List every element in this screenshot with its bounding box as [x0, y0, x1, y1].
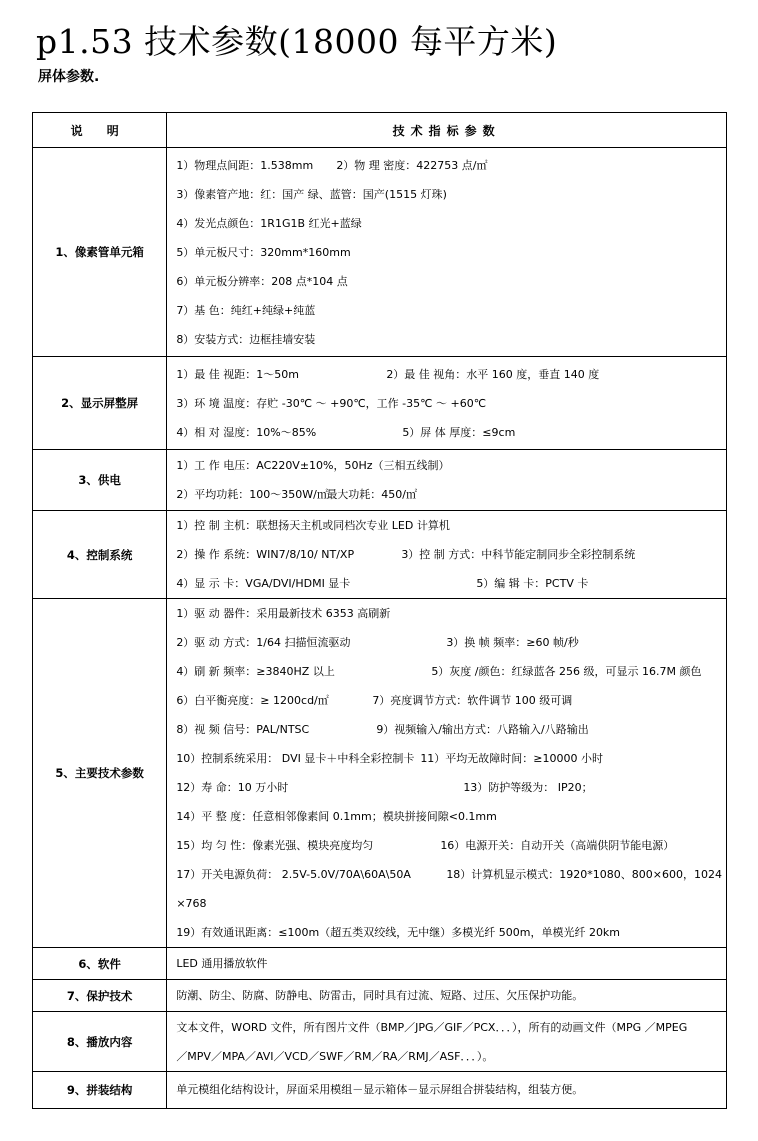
parameter-line	[176, 831, 722, 860]
section-name: 8、播放内容	[33, 1012, 167, 1072]
table-row	[33, 980, 727, 1012]
parameter-line	[176, 744, 722, 773]
parameter-line	[176, 860, 722, 889]
parameter-text: ／MPV／MPA／AVI／VCD／SWF／RM／RA／RMJ／ASF．．．）。	[176, 1049, 494, 1063]
parameter-text: 13）防护等级为： IP20；	[463, 781, 593, 794]
parameter-text: 10）控制系统采用： DVI 显卡＋中科全彩控制卡	[176, 752, 415, 765]
parameter-text: 11）平均无故障时间：≥10000 小时	[420, 752, 604, 765]
parameter-text: 最大功耗：450/㎡	[326, 488, 418, 501]
table-header-row	[33, 113, 727, 148]
table-row	[33, 599, 727, 948]
table-row	[33, 1012, 727, 1072]
section-parameters	[167, 148, 727, 357]
section-name: 3、供电	[33, 450, 167, 511]
parameter-line	[176, 418, 722, 447]
parameter-text: 5）编 辑 卡：PCTV 卡	[476, 577, 589, 590]
parameter-line	[176, 569, 722, 598]
spec-table-body	[33, 148, 727, 1109]
parameter-line	[176, 325, 722, 354]
parameter-line	[176, 1042, 722, 1071]
parameter-line	[176, 389, 722, 418]
parameter-text: 4）发光点颜色：1R1G1B 红光+蓝绿	[176, 216, 362, 230]
parameter-line	[176, 360, 722, 389]
parameter-text: 5）单元板尺寸：320mm*160mm	[176, 245, 351, 259]
section-parameters	[167, 357, 727, 450]
parameter-text: 1）驱 动 器件：采用最新技术 6353 高刷新	[176, 607, 391, 620]
parameter-line	[176, 267, 722, 296]
section-name: 2、显示屏整屏	[33, 357, 167, 450]
parameter-text: 14）平 整 度：任意相邻像素间 0.1mm；模块拼接间隙<0.1mm	[176, 810, 497, 823]
parameter-line	[176, 918, 722, 947]
spec-table	[32, 112, 727, 1109]
parameter-text: LED 通用播放软件	[176, 956, 268, 970]
parameter-text: 5）灰度 /颜色：红绿蓝各 256 级，可显示 16.7M 颜色	[431, 665, 702, 678]
section-name: 6、软件	[33, 948, 167, 980]
table-row	[33, 948, 727, 980]
parameter-text: 12）寿 命：10 万小时	[176, 781, 289, 794]
parameter-line	[176, 180, 722, 209]
parameter-text: 9）视频输入/输出方式：八路输入/八路输出	[376, 723, 589, 736]
parameter-text: 17）开关电源负荷： 2.5V-5.0V/70A\60A\50A	[176, 868, 411, 881]
parameter-text: 16）电源开关：自动开关（高端供阴节能电源）	[440, 839, 675, 852]
parameter-line	[176, 540, 722, 569]
parameter-line	[176, 715, 722, 744]
parameter-line	[176, 151, 722, 180]
section-parameters	[167, 1012, 727, 1072]
parameter-line	[176, 686, 722, 715]
parameter-line	[176, 983, 722, 1009]
parameter-text: 2）平均功耗：100～350W/㎡	[176, 488, 328, 501]
section-parameters	[167, 450, 727, 511]
parameter-text: 7）基 色：纯红+纯绿+纯蓝	[176, 303, 316, 317]
parameter-line	[176, 802, 722, 831]
header-col-description: 说 明	[33, 113, 167, 148]
parameter-text: 6）白平衡亮度：≥ 1200cd/㎡	[176, 694, 329, 707]
parameter-line	[176, 889, 722, 918]
parameter-line	[176, 1077, 722, 1103]
section-parameters	[167, 1072, 727, 1109]
parameter-text: 1）控 制 主机：联想扬天主机或同档次专业 LED 计算机	[176, 519, 450, 532]
table-row	[33, 1072, 727, 1109]
section-name: 1、像素管单元箱	[33, 148, 167, 357]
section-name: 4、控制系统	[33, 511, 167, 599]
parameter-line	[176, 511, 722, 540]
parameter-line	[176, 238, 722, 267]
parameter-text: 6）单元板分辨率：208 点*104 点	[176, 274, 348, 288]
page-subtitle: 屏体参数.	[38, 69, 100, 85]
parameter-line	[176, 296, 722, 325]
parameter-text: 5）屏 体 厚度：≤9cm	[402, 425, 516, 439]
parameter-line	[176, 209, 722, 238]
parameter-text: 1）工 作 电压：AC220V±10%，50Hz（三相五线制）	[176, 459, 450, 472]
parameter-line	[176, 951, 722, 977]
section-name: 5、主要技术参数	[33, 599, 167, 948]
section-parameters	[167, 948, 727, 980]
header-col-parameters: 技术指标参数	[167, 113, 727, 148]
parameter-text: 2）驱 动 方式：1/64 扫描恒流驱动	[176, 636, 351, 649]
section-name: 7、保护技术	[33, 980, 167, 1012]
parameter-text: ×768	[176, 897, 207, 910]
parameter-text: 2）物 理 密度：422753 点/㎡	[336, 158, 488, 172]
table-row	[33, 357, 727, 450]
parameter-line	[176, 1013, 722, 1042]
parameter-text: 18）计算机显示模式：1920*1080、800×600，1024	[446, 868, 722, 881]
parameter-text: 8）安装方式：边框挂墙安装	[176, 332, 316, 346]
section-parameters	[167, 511, 727, 599]
parameter-text: 15）均 匀 性：像素光强、模块亮度均匀	[176, 839, 374, 852]
parameter-text: 文本文件，WORD 文件，所有图片文件（BMP／JPG／GIF／PCX．．．），所有的动画文件（MPG ／MPEG	[176, 1020, 688, 1034]
parameter-text: 8）视 频 信号：PAL/NTSC	[176, 723, 310, 736]
parameter-text: 1）最 佳 视距：1～50m	[176, 367, 300, 381]
table-row	[33, 511, 727, 599]
page-title: p1.53 技术参数(18000 每平方米)	[36, 22, 558, 61]
table-row	[33, 148, 727, 357]
parameter-line	[176, 657, 722, 686]
parameter-line	[176, 480, 722, 509]
parameter-line	[176, 628, 722, 657]
parameter-text: 3）控 制 方式：中科节能定制同步全彩控制系统	[401, 548, 636, 561]
parameter-text: 防潮、防尘、防腐、防静电、防雷击，同时具有过流、短路、过压、欠压保护功能。	[176, 988, 584, 1002]
parameter-text: 4）显 示 卡：VGA/DVI/HDMI 显卡	[176, 577, 351, 590]
parameter-line	[176, 451, 722, 480]
section-parameters	[167, 980, 727, 1012]
parameter-text: 1）物理点间距：1.538mm	[176, 158, 314, 172]
section-parameters	[167, 599, 727, 948]
section-name: 9、拼装结构	[33, 1072, 167, 1109]
parameter-text: 4）刷 新 频率：≥3840HZ 以上	[176, 665, 335, 678]
parameter-text: 19）有效通讯距离：≤100m（超五类双绞线，无中继）多模光纤 500m，单模光纤 20km	[176, 926, 621, 939]
parameter-line	[176, 599, 722, 628]
parameter-text: 单元模组化结构设计，屏面采用模组－显示箱体－显示屏组合拼装结构，组装方便。	[176, 1083, 584, 1096]
parameter-text: 4）相 对 湿度：10%～85%	[176, 425, 317, 439]
parameter-text: 3）换 帧 频率：≥60 帧/秒	[446, 636, 579, 649]
parameter-line	[176, 773, 722, 802]
parameter-text: 3）像素管产地：红：国产 绿、蓝管：国产(1515 灯珠)	[176, 187, 447, 201]
parameter-text: 2）最 佳 视角：水平 160 度，垂直 140 度	[386, 367, 600, 381]
parameter-text: 3）环 境 温度：存贮 -30℃ ～ +90℃，工作 -35℃ ～ +60℃	[176, 396, 487, 410]
table-row	[33, 450, 727, 511]
parameter-text: 2）操 作 系统：WIN7/8/10/ NT/XP	[176, 548, 355, 561]
parameter-text: 7）亮度调节方式：软件调节 100 级可调	[372, 694, 573, 707]
